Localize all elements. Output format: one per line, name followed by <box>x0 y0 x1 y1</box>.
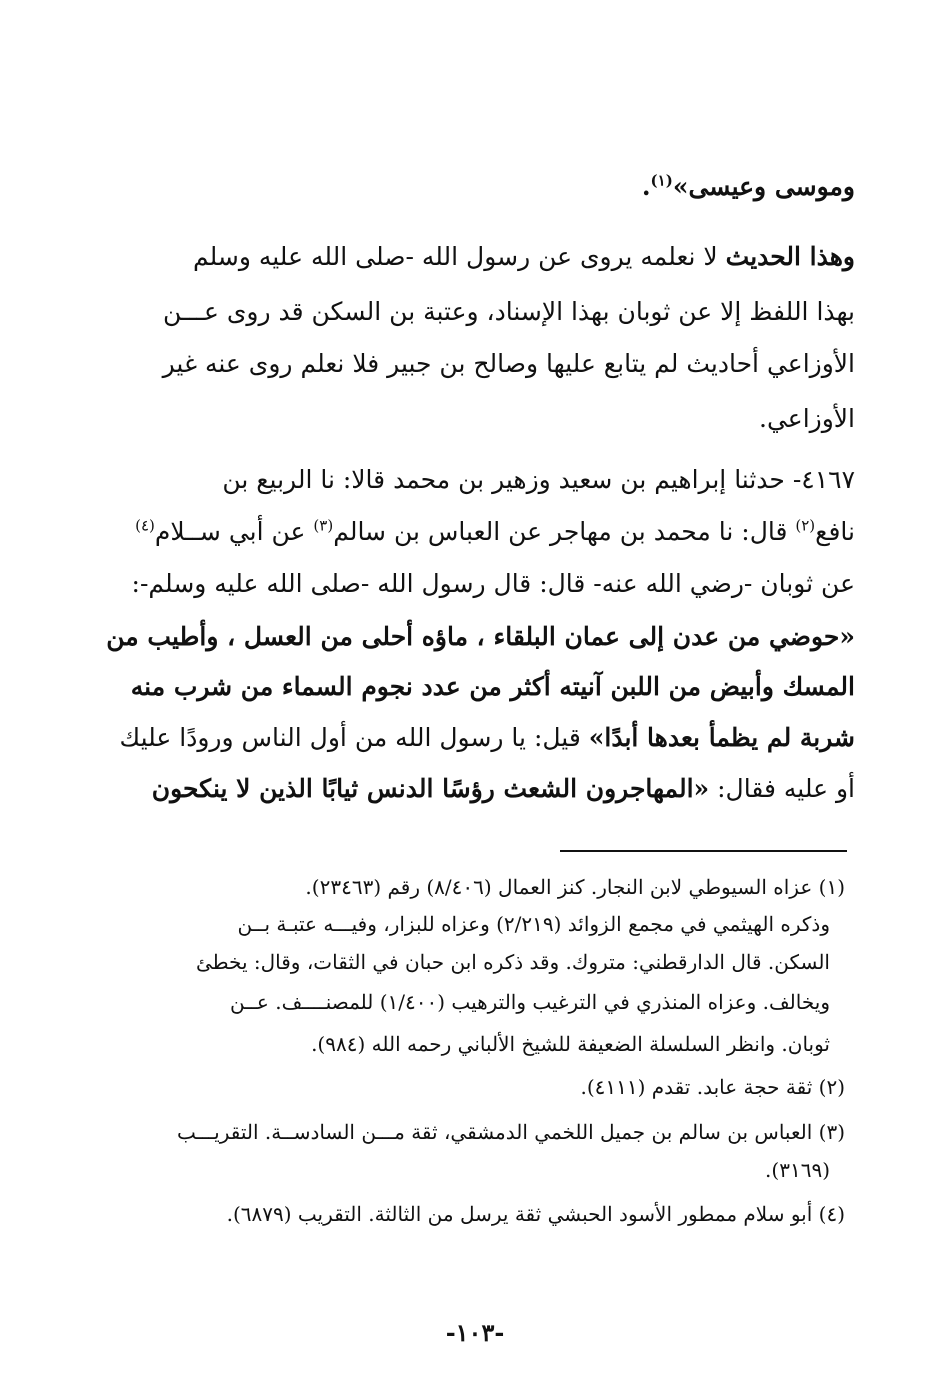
text-segment: عن أبي ســلام <box>154 517 314 546</box>
footnote-2: (٢) ثقة حجة عابد. تقدم (٤١١١). <box>580 1075 845 1099</box>
footnote-ref-3: (٣) <box>313 516 334 535</box>
hadith-text-line-2: المسك وأبيض من اللبن آنيته أكثر من عدد نجوم السماء من شرب منه <box>130 672 855 701</box>
main-line-2 <box>140 240 855 274</box>
hadith-number-line: ٤١٦٧- حدثنا إبراهيم بن سعيد وزهير بن محمد قالا: نا الربيع بن <box>222 465 855 494</box>
main-line-5: الأوزاعي. <box>759 404 855 433</box>
text-segment: قيل: يا رسول الله من أول الناس ورودًا عليك <box>119 723 589 752</box>
footnote-1-cont: وذكره الهيثمي في مجمع الزوائد (٢/٢١٩) وعزاه للبزار، وفيـــه عتبـة بــن <box>237 912 830 936</box>
text-segment: أو عليه فقال: <box>709 774 855 803</box>
main-line-11 <box>119 721 855 755</box>
main-line-4: الأوزاعي أحاديث لم يتابع عليها وصالح بن جبير فلا نعلم روى عنه غير <box>162 349 855 378</box>
main-line-1 <box>140 170 855 204</box>
text-bold: «المهاجرون الشعث رؤسًا الدنس ثيابًا الذين لا ينكحون <box>151 774 710 803</box>
footnote-1-cont: السكن. قال الدارقطني: متروك. وقد ذكره ابن حبان في الثقات، وقال: يخطئ <box>195 950 830 974</box>
footnote-4: (٤) أبو سلام ممطور الأسود الحبشي ثقة يرسل من الثالثة. التقريب (٦٨٧٩). <box>226 1202 845 1226</box>
footnote-ref-4: (٤) <box>135 516 155 535</box>
hadith-text-line-1: «حوضي من عدن إلى عمان البلقاء ، ماؤه أحلى من العسل ، وأطيب من <box>106 622 855 651</box>
footnote-1-cont: ويخالف. وعزاه المنذري في الترغيب والترهيب (١/٤٠٠) للمصنــــف. عــن <box>229 990 830 1014</box>
main-line-7 <box>135 515 855 549</box>
text-segment: لا نعلمه يروى عن رسول الله -صلى الله عليه وسلم <box>192 242 726 271</box>
text-bold: شربة لم يظمأ بعدها أبدًا» <box>588 723 855 752</box>
text-segment: قال: نا محمد بن مهاجر عن العباس بن سالم <box>333 517 796 546</box>
footnote-ref-2: (٢) <box>795 516 816 535</box>
text-segment: . <box>641 172 651 201</box>
main-line-12 <box>140 772 855 806</box>
footnote-1-cont: ثوبان. وانظر السلسلة الضعيفة للشيخ الألباني رحمه الله (٩٨٤). <box>311 1032 830 1056</box>
footnote-ref-1: (١) <box>650 171 673 190</box>
page-number: -١٠٣- <box>445 1318 505 1347</box>
footnote-3-cont: (٣١٦٩). <box>765 1158 830 1182</box>
main-line-8: عن ثوبان -رضي الله عنه- قال: قال رسول الله -صلى الله عليه وسلم-: <box>131 569 855 598</box>
text-bold: وهذا الحديث <box>725 242 855 271</box>
main-line-3: بهذا اللفظ إلا عن ثوبان بهذا الإسناد، وعتبة بن السكن قد روى عـــن <box>162 297 855 326</box>
text-segment: نافع <box>815 517 855 546</box>
footnote-1: (١) عزاه السيوطي لابن النجار. كنز العمال (٨/٤٠٦) رقم (٢٣٤٦٣). <box>305 875 845 899</box>
footnote-3: (٣) العباس بن سالم بن جميل اللخمي الدمشقي، ثقة مـــن السادســة. التقريـــب <box>176 1120 845 1144</box>
footnote-separator <box>560 850 847 852</box>
text-segment: وموسى وعيسى» <box>672 172 855 201</box>
